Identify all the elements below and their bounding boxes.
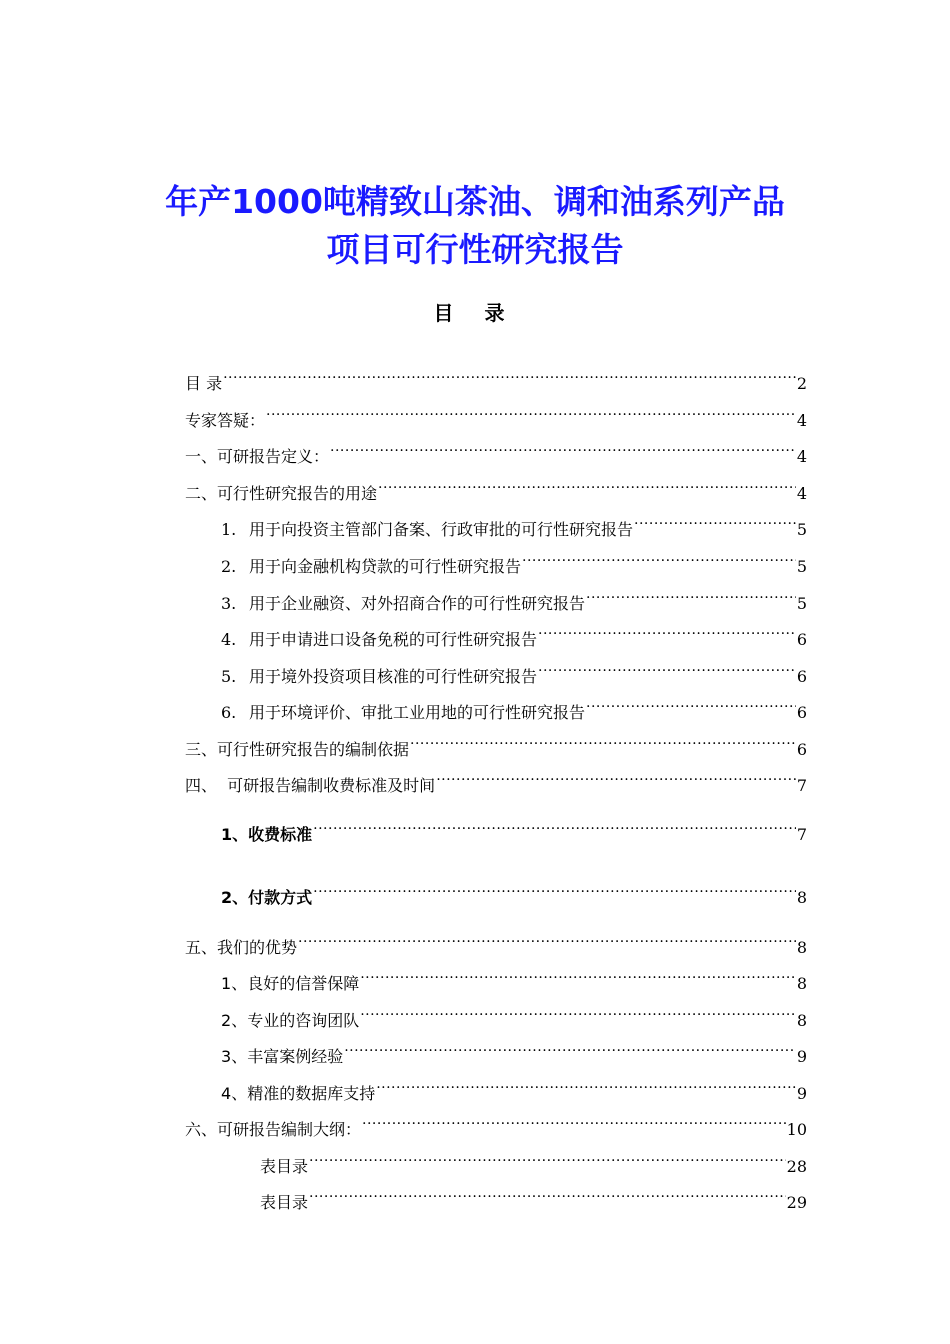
toc-entry-number: 2. xyxy=(221,557,237,576)
toc-leader xyxy=(344,1040,796,1062)
toc-entry-page: 28 xyxy=(786,1157,807,1176)
toc-entry-page: 5 xyxy=(796,557,807,576)
toc-leader xyxy=(309,1186,786,1208)
toc-entry-page: 8 xyxy=(796,1011,807,1030)
title-line-1: 年产1000吨精致山茶油、调和油系列产品 xyxy=(165,182,785,221)
toc-entry[interactable] xyxy=(221,587,807,613)
toc-leader xyxy=(410,733,796,755)
toc-leader xyxy=(586,696,796,718)
toc-entry-page: 9 xyxy=(796,1084,807,1103)
toc-entry-label: 收费标准 xyxy=(248,825,313,844)
toc-entry[interactable] xyxy=(185,769,807,795)
toc-entry-page: 4 xyxy=(796,411,807,430)
toc-entry-label: 六、可研报告编制大纲： xyxy=(185,1120,362,1139)
document-title xyxy=(0,178,950,274)
toc-entry-number: 2 xyxy=(221,1011,232,1030)
toc-entry[interactable] xyxy=(185,1113,807,1139)
toc-entry-label: 四、 可研报告编制收费标准及时间 xyxy=(185,776,436,795)
toc-leader xyxy=(362,1113,786,1135)
toc-entry[interactable] xyxy=(185,404,807,430)
toc-entry-page: 6 xyxy=(796,703,807,722)
toc-entry-label: 表目录 xyxy=(260,1157,309,1176)
toc-entry-label: 用于环境评价、审批工业用地的可行性研究报告 xyxy=(249,703,586,722)
toc-entry[interactable] xyxy=(221,660,807,686)
toc-entry[interactable] xyxy=(185,931,807,957)
toc-entry-label: 二、可行性研究报告的用途 xyxy=(185,484,378,503)
toc-entry-page: 2 xyxy=(796,374,807,393)
toc-entry-page: 10 xyxy=(786,1120,807,1139)
toc-leader xyxy=(378,477,796,499)
toc-entry-number: 4 xyxy=(221,1084,232,1103)
toc-leader xyxy=(309,1150,786,1172)
toc-entry-page: 8 xyxy=(796,938,807,957)
toc-leader xyxy=(376,1077,796,1099)
toc-leader xyxy=(436,769,796,791)
toc-leader xyxy=(266,404,796,426)
toc-entry-page: 5 xyxy=(796,594,807,613)
toc-entry-label: 、精准的数据库支持 xyxy=(231,1084,376,1103)
toc-entry-label: 一、可研报告定义： xyxy=(185,447,330,466)
toc-entry-number: 5. xyxy=(221,667,237,686)
toc-leader xyxy=(538,623,796,645)
toc-entry[interactable] xyxy=(221,967,807,993)
toc-entry-label: 目 录 xyxy=(185,374,223,393)
toc-heading: 目 录 xyxy=(433,301,517,325)
toc-leader xyxy=(360,967,796,989)
toc-entry-label: 用于企业融资、对外招商合作的可行性研究报告 xyxy=(249,594,586,613)
toc-entry-label: 、良好的信誉保障 xyxy=(231,974,360,993)
toc-entry-number: 2、 xyxy=(221,888,249,907)
toc-entry[interactable] xyxy=(221,1040,807,1066)
toc-entry[interactable] xyxy=(221,696,807,722)
toc-entry[interactable] xyxy=(260,1150,807,1176)
toc-leader xyxy=(538,660,796,682)
toc-entry-page: 7 xyxy=(796,776,807,795)
toc-entry-page: 6 xyxy=(796,667,807,686)
toc-entry-number: 1 xyxy=(221,974,232,993)
toc-entry-number: 1、 xyxy=(221,825,249,844)
toc-entry-page: 29 xyxy=(786,1193,807,1212)
toc-entry-page: 8 xyxy=(796,888,807,907)
toc-entry-label: 、丰富案例经验 xyxy=(231,1047,344,1066)
toc-entry[interactable] xyxy=(185,733,807,759)
toc-entry-page: 9 xyxy=(796,1047,807,1066)
toc-leader xyxy=(223,367,796,389)
toc-entry[interactable] xyxy=(221,1077,807,1103)
toc-entry-label: 付款方式 xyxy=(248,888,313,907)
toc-leader xyxy=(586,587,796,609)
toc-entry-number: 4. xyxy=(221,630,237,649)
toc-entry-label: 表目录 xyxy=(260,1193,309,1212)
toc-entry-number: 1. xyxy=(221,520,237,539)
title-line-2: 项目可行性研究报告 xyxy=(326,230,624,269)
toc-leader xyxy=(634,513,796,535)
toc-entry-page: 6 xyxy=(796,630,807,649)
toc-entry[interactable] xyxy=(221,550,807,576)
toc-entry-page: 4 xyxy=(796,484,807,503)
toc-entry-label: 用于向金融机构贷款的可行性研究报告 xyxy=(249,557,522,576)
toc-entry-page: 8 xyxy=(796,974,807,993)
toc-entry[interactable] xyxy=(221,513,807,539)
toc-entry[interactable] xyxy=(260,1186,807,1212)
toc-leader xyxy=(330,440,796,462)
toc-entry-number: 3. xyxy=(221,594,237,613)
toc-entry[interactable] xyxy=(185,367,807,393)
toc-entry[interactable] xyxy=(185,477,807,503)
toc-entry-label: 用于向投资主管部门备案、行政审批的可行性研究报告 xyxy=(249,520,634,539)
toc-entry-page: 7 xyxy=(796,825,807,844)
toc-leader xyxy=(360,1004,796,1026)
toc-entry-label: 用于申请进口设备免税的可行性研究报告 xyxy=(249,630,538,649)
toc-entry[interactable] xyxy=(185,440,807,466)
toc-entry-label: 用于境外投资项目核准的可行性研究报告 xyxy=(249,667,538,686)
toc-entry-number: 3 xyxy=(221,1047,232,1066)
toc-entry-label: 五、我们的优势 xyxy=(185,938,298,957)
toc-entry-label: 、专业的咨询团队 xyxy=(231,1011,360,1030)
toc-entry-page: 4 xyxy=(796,447,807,466)
toc-entry-page: 6 xyxy=(796,740,807,759)
toc-entry-page: 5 xyxy=(796,520,807,539)
toc-entry[interactable] xyxy=(221,1004,807,1030)
toc-entry-label: 三、可行性研究报告的编制依据 xyxy=(185,740,410,759)
toc-entry[interactable] xyxy=(221,623,807,649)
toc-leader xyxy=(313,818,796,840)
toc-leader xyxy=(522,550,796,572)
toc-entry[interactable] xyxy=(221,881,807,907)
toc-entry[interactable] xyxy=(221,818,807,844)
toc-entry-label: 专家答疑： xyxy=(185,411,266,430)
toc-leader xyxy=(298,931,796,953)
toc-entry-number: 6. xyxy=(221,703,237,722)
toc-leader xyxy=(313,881,796,903)
